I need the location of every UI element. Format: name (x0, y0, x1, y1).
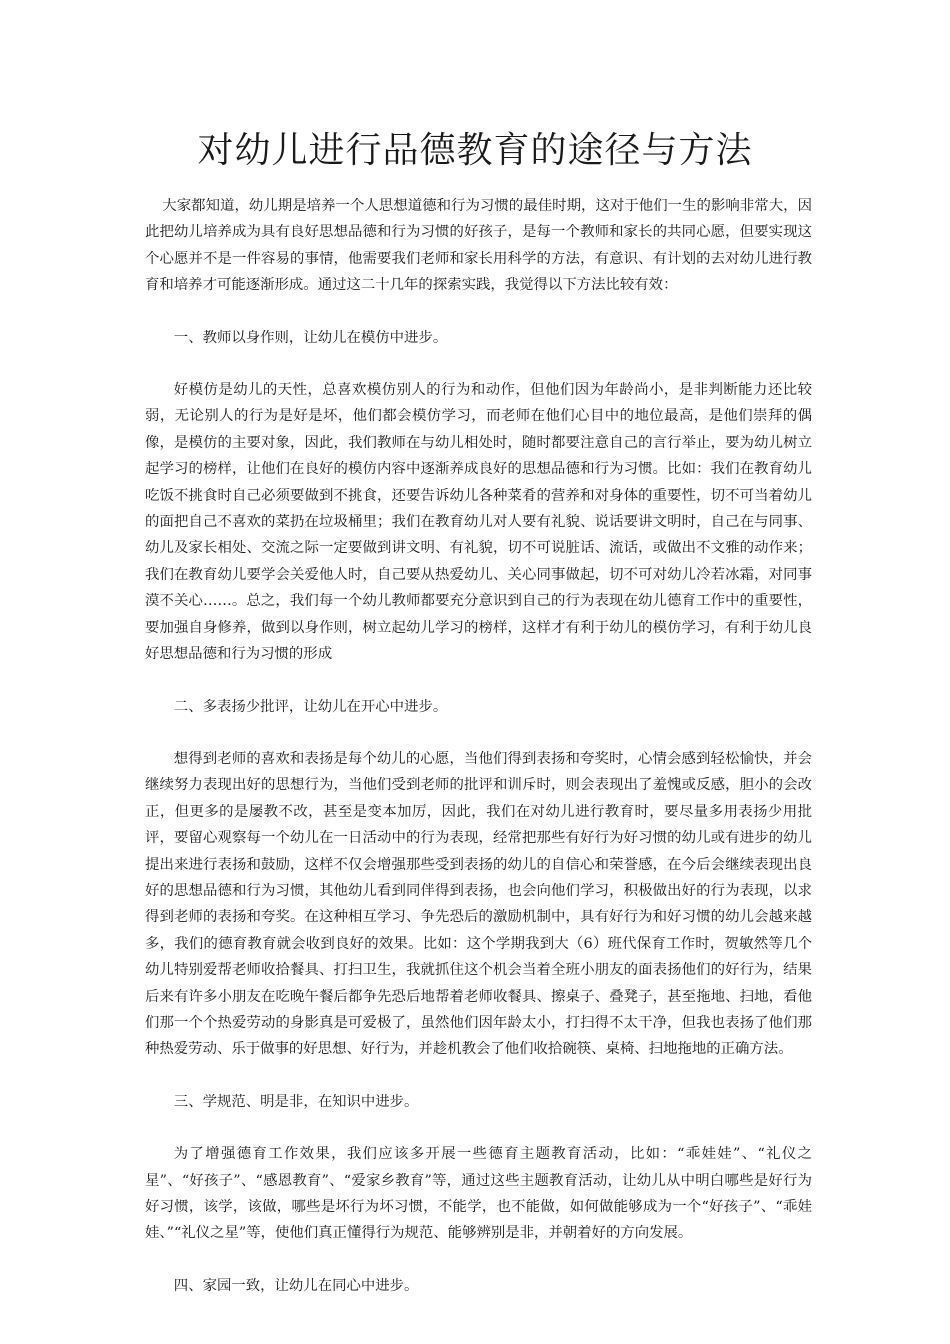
spacer (145, 1247, 812, 1273)
intro-paragraph: 大家都知道，幼儿期是培养一个人思想道德和行为习惯的最佳时期，这对于他们一生的影响非常大，因此把幼儿培养成为具有良好思想品德和行为习惯的好孩子，是每一个教师和家长的共同心愿，但要实现这个心愿并不是一件容易的事情，他需要我们老师和家长用科学的方法，有意识、有计划的去对幼儿进行教育和培养才可能逐渐形成。通过这二十几年的探索实践，我觉得以下方法比较有效： (145, 198, 812, 294)
spacer (145, 668, 812, 694)
section-body-3: 为了增强德育工作效果，我们应该多开展一些德育主题教育活动，比如：“乖娃娃”、“礼仪之星”、“好孩子”、“感恩教育”、“爱家乡教育”等，通过这些主题教育活动，让幼儿从中明白哪些是好行为好习惯，该学，该做，哪些是坏行为坏习惯，不能学，也不能做，如何做能够成为一个“好孩子”、“乖娃娃、”“礼仪之星”等，使他们真正懂得行为规范、能够辨别是非，并朝着好的方向发展。 (145, 1146, 812, 1242)
section-heading-1: 一、教师以身作则，让幼儿在模仿中进步。 (173, 329, 448, 346)
section-heading-3: 三、学规范、明是非，在知识中进步。 (173, 1093, 419, 1110)
spacer (145, 720, 812, 746)
section-body-2: 想得到老师的喜欢和表扬是每个幼儿的心愿，当他们得到表扬和夸奖时，心情会感到轻松愉快，并会继续努力表现出好的思想行为，当他们受到老师的批评和训斥时，则会表现出了羞愧或反感，胆小的会改正，但更多的是屡教不改，甚至是变本加厉，因此，我们在对幼儿进行教育时，要尽量多用表扬少用批评，要留心观察每一个幼儿在一日活动中的行为表现，经常把那些有好行为好习惯的幼儿或有进步的幼儿提出来进行表扬和鼓励，这样不仅会增强那些受到表扬的幼儿的自信心和荣誉感，在今后会继续表现出良好的思想品德和行为习惯，其他幼儿看到同伴得到表扬，也会向他们学习，积极做出好的行为表现，以求得到老师的表扬和夸奖。在这种相互学习、争先恐后的激励机制中，具有好行为和好习惯的幼儿会越来越多，我们的德育教育就会收到良好的效果。比如：这个学期我到大（6）班代保育工作时，贺敏然等几个幼儿特别爱帮老师收拾餐具、打扫卫生，我就抓住这个机会当着全班小朋友的面表扬他们的好行为，结果后来有许多小朋友在吃晚午餐后都争先恐后地帮着老师收餐具、擦桌子、叠凳子，甚至拖地、扫地，看他们那一个个热爱劳动的身影真是可爱极了，虽然他们因年龄太小，打扫得不太干净，但我也表扬了他们那种热爱劳动、乐于做事的好思想、好行为，并趁机教会了他们收拾碗筷、桌椅、扫地拖地的正确方法。 (145, 750, 812, 1058)
document-body (145, 193, 812, 1299)
spacer (145, 351, 812, 377)
spacer (145, 1115, 812, 1141)
section-heading-2: 二、多表扬少批评，让幼儿在开心中进步。 (173, 698, 448, 715)
document-title: 对幼儿进行品德教育的途径与方法 (197, 130, 753, 171)
section-body-1: 好模仿是幼儿的天性，总喜欢模仿别人的行为和动作，但他们因为年龄尚小，是非判断能力还比较弱，无论别人的行为是好是坏，他们都会模仿学习，而老师在他们心目中的地位最高，是他们崇拜的偶像，是模仿的主要对象，因此，我们教师在与幼儿相处时，随时都要注意自己的言行举止，要为幼儿树立起学习的榜样，让他们在良好的模仿内容中逐渐养成良好的思想品德和行为习惯。比如：我们在教育幼儿吃饭不挑食时自己必须要做到不挑食，还要告诉幼儿各种菜肴的营养和对身体的重要性，切不可当着幼儿的面把自己不喜欢的菜扔在垃圾桶里；我们在教育幼儿对人要有礼貌、说话要讲文明时，自己在与同事、幼儿及家长相处、交流之际一定要做到讲文明、有礼貌，切不可说脏话、流话，或做出不文雅的动作来；我们在教育幼儿要学会关爱他人时，自己要从热爱幼儿、关心同事做起，切不可对幼儿冷若冰霜，对同事漠不关心……。总之，我们每一个幼儿教师都要充分意识到自己的行为表现在幼儿德育工作中的重要性，要加强自身修养，做到以身作则，树立起幼儿学习的榜样，这样才有利于幼儿的模仿学习，有利于幼儿良好思想品德和行为习惯的形成 (145, 382, 812, 663)
section-heading-4: 四、家园一致，让幼儿在同心中进步。 (173, 1277, 419, 1294)
spacer (145, 1063, 812, 1089)
spacer (145, 299, 812, 325)
